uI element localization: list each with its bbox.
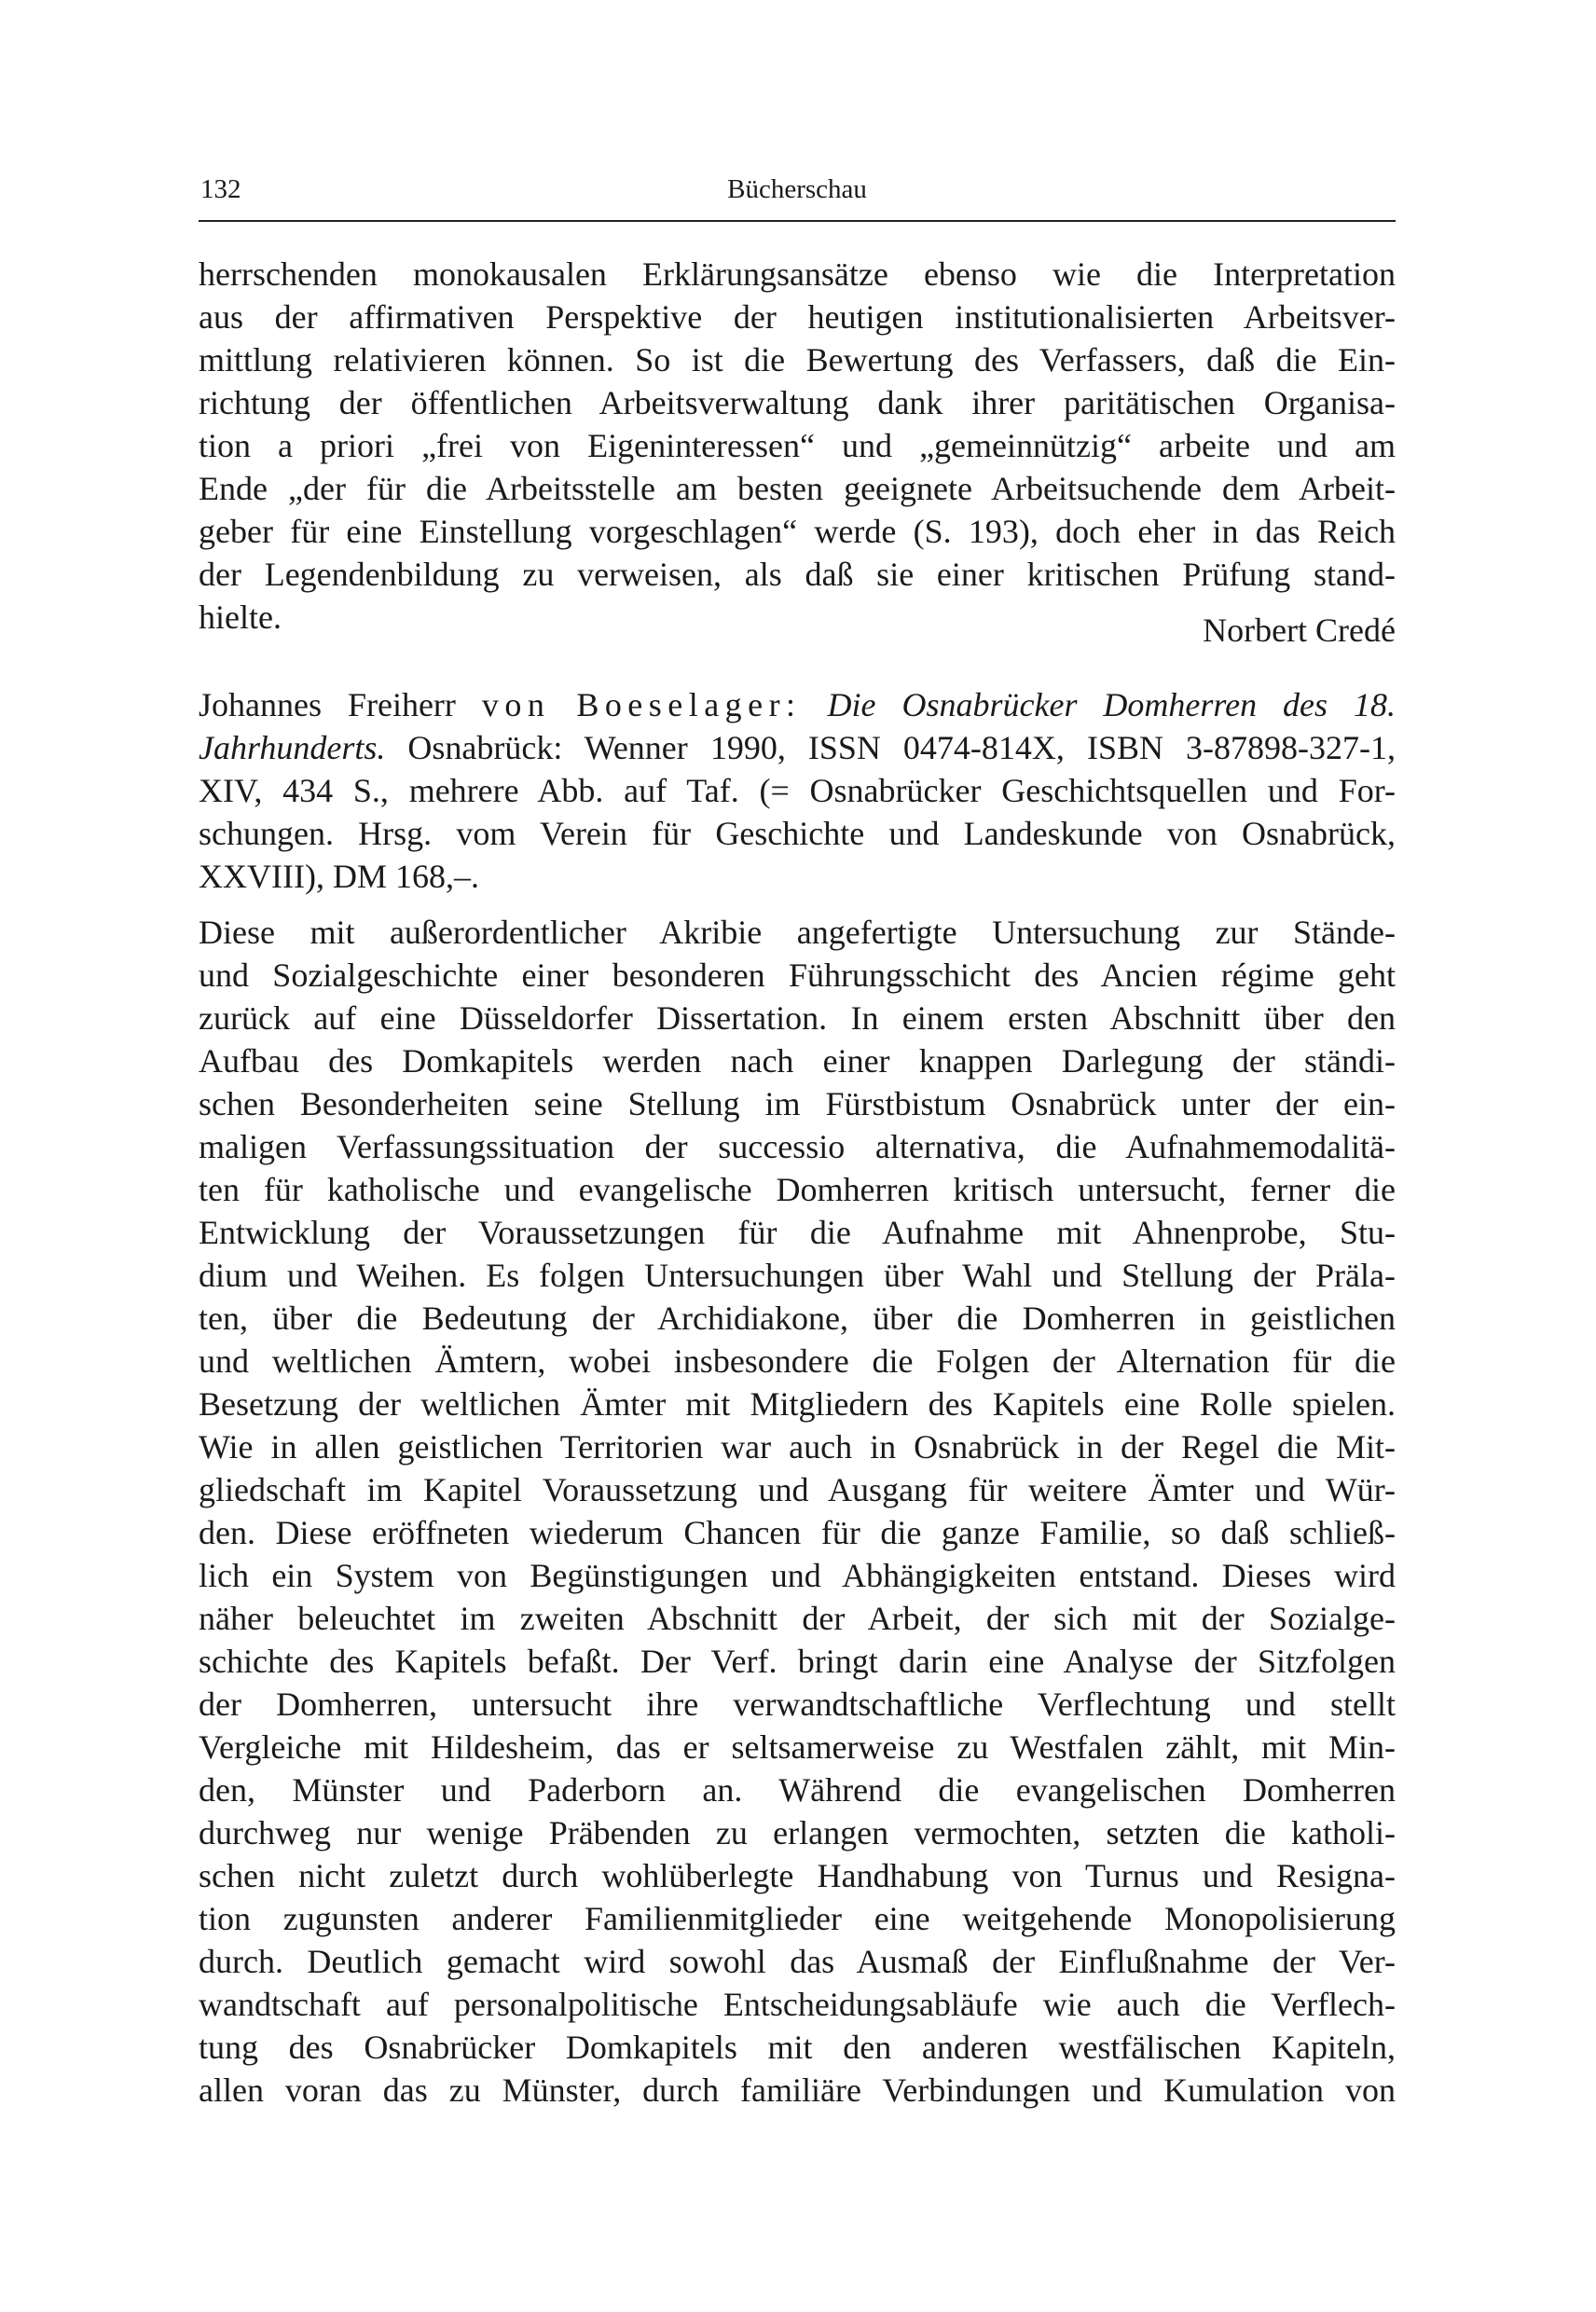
text-line: ten für katholische und evangelische Domherren kritisch untersucht, ferner die — [199, 1171, 1396, 1208]
review-1-closing — [199, 596, 1396, 649]
text-line: den. Diese eröffneten wiederum Chancen für die ganze Familie, so daß schließ- — [199, 1514, 1396, 1551]
header-rule — [199, 220, 1396, 222]
text-line: tion a priori „frei von Eigeninteressen“ und „gemeinnützig“ arbeite und am — [199, 427, 1396, 464]
text-line: richtung der öffentlichen Arbeitsverwaltung dank ihrer paritätischen Organisa- — [199, 384, 1396, 421]
citation-line: XXVIII), DM 168,–. — [199, 858, 479, 895]
text-line: allen voran das zu Münster, durch familiäre Verbindungen und Kumulation von — [199, 2071, 1396, 2109]
review-1-text — [199, 253, 1396, 596]
text-line: lich ein System von Begünstigungen und Abhängigkeiten entstand. Dieses wird — [199, 1557, 1396, 1594]
text-line: durch. Deutlich gemacht wird sowohl das Ausmaß der Einflußnahme der Ver- — [199, 1943, 1396, 1980]
author-particle: von — [481, 686, 551, 723]
text-line: Ende „der für die Arbeitsstelle am besten geeignete Arbeitsuchende dem Arbeit- — [199, 470, 1396, 507]
text-line: herrschenden monokausalen Erklärungsansätze ebenso wie die Interpretation — [199, 255, 1396, 293]
text-line: hielte. — [199, 599, 282, 636]
document-page — [199, 0, 1396, 2312]
text-line: geber für eine Einstellung vorgeschlagen“ werde (S. 193), doch eher in das Reich — [199, 513, 1396, 550]
text-line: durchweg nur wenige Präbenden zu erlangen vermochten, setzten die katholi- — [199, 1814, 1396, 1851]
text-line: Diese mit außerordentlicher Akribie angefertigte Untersuchung zur Stände- — [199, 914, 1396, 951]
citation-line: XIV, 434 S., mehrere Abb. auf Taf. (= Osnabrücker Geschichtsquellen und For- — [199, 772, 1396, 809]
text-line: maligen Verfassungssituation der successio alternativa, die Aufnahmemodalitä- — [199, 1128, 1396, 1165]
citation-line: schungen. Hrsg. vom Verein für Geschichte und Landeskunde von Osnabrück, — [199, 815, 1396, 852]
review-2-text — [199, 911, 1396, 2112]
author-first-name: Johannes Freiherr — [199, 686, 456, 723]
publication-details: Osnabrück: Wenner 1990, ISSN 0474-814X, ISBN 3-87898-327-1, — [385, 729, 1396, 766]
text-line: schen nicht zuletzt durch wohlüberlegte Handhabung von Turnus und Resigna- — [199, 1857, 1396, 1894]
text-line: tion zugunsten anderer Familienmitglieder eine weitgehende Monopolisierung — [199, 1900, 1396, 1937]
text-line: und Sozialgeschichte einer besonderen Führungsschicht des Ancien régime geht — [199, 956, 1396, 994]
text-line: Wie in allen geistlichen Territorien war auch in Osnabrück in der Regel die Mit- — [199, 1428, 1396, 1466]
text-line: mittlung relativieren können. So ist die Bewertung des Verfassers, daß die Ein- — [199, 341, 1396, 378]
text-line: näher beleuchtet im zweiten Abschnitt der Arbeit, der sich mit der Sozialge- — [199, 1600, 1396, 1637]
text-line: der Domherren, untersucht ihre verwandtschaftliche Verflechtung und stellt — [199, 1686, 1396, 1723]
text-line: Vergleiche mit Hildesheim, das er seltsamerweise zu Westfalen zählt, mit Min- — [199, 1728, 1396, 1766]
reviewer-signature: Norbert Credé — [1203, 612, 1396, 649]
text-line: Entwicklung der Voraussetzungen für die Aufnahme mit Ahnenprobe, Stu- — [199, 1214, 1396, 1251]
text-line: schichte des Kapitels befaßt. Der Verf. bringt darin eine Analyse der Sitzfolgen — [199, 1643, 1396, 1680]
text-line: den, Münster und Paderborn an. Während die evangelischen Domherren — [199, 1771, 1396, 1809]
text-line: Aufbau des Domkapitels werden nach einer knappen Darlegung der ständi- — [199, 1042, 1396, 1080]
text-line: schen Besonderheiten seine Stellung im Fürstbistum Osnabrück unter der ein- — [199, 1085, 1396, 1122]
running-title: Bücherschau — [727, 174, 867, 204]
page-number: 132 — [200, 174, 241, 204]
text-line: Besetzung der weltlichen Ämter mit Mitgliedern des Kapitels eine Rolle spielen. — [199, 1385, 1396, 1423]
author-last-name: Boeselager: — [576, 686, 802, 723]
text-line: zurück auf eine Düsseldorfer Dissertation. In einem ersten Abschnitt über den — [199, 999, 1396, 1037]
book-citation — [199, 683, 1396, 898]
citation-line — [199, 726, 1396, 769]
text-line: gliedschaft im Kapitel Voraussetzung und Ausgang für weitere Ämter und Wür- — [199, 1471, 1396, 1508]
text-line: dium und Weihen. Es folgen Untersuchungen über Wahl und Stellung der Präla- — [199, 1257, 1396, 1294]
text-line: ten, über die Bedeutung der Archidiakone, über die Domherren in geistlichen — [199, 1300, 1396, 1337]
text-line: und weltlichen Ämtern, wobei insbesondere die Folgen der Alternation für die — [199, 1342, 1396, 1380]
text-line: wandtschaft auf personalpolitische Entscheidungsabläufe wie auch die Verflech- — [199, 1986, 1396, 2023]
text-line: tung des Osnabrücker Domkapitels mit den anderen westfälischen Kapiteln, — [199, 2029, 1396, 2066]
citation-line — [199, 683, 1396, 726]
text-line: der Legendenbildung zu verweisen, als daß sie einer kritischen Prüfung stand- — [199, 556, 1396, 593]
running-header — [199, 171, 1396, 208]
book-title-continued: Jahrhunderts. — [199, 729, 386, 766]
text-line: aus der affirmativen Perspektive der heutigen institutionalisierten Arbeitsver- — [199, 298, 1396, 336]
book-title: Die Osnabrücker Domherren des 18. — [827, 686, 1396, 723]
